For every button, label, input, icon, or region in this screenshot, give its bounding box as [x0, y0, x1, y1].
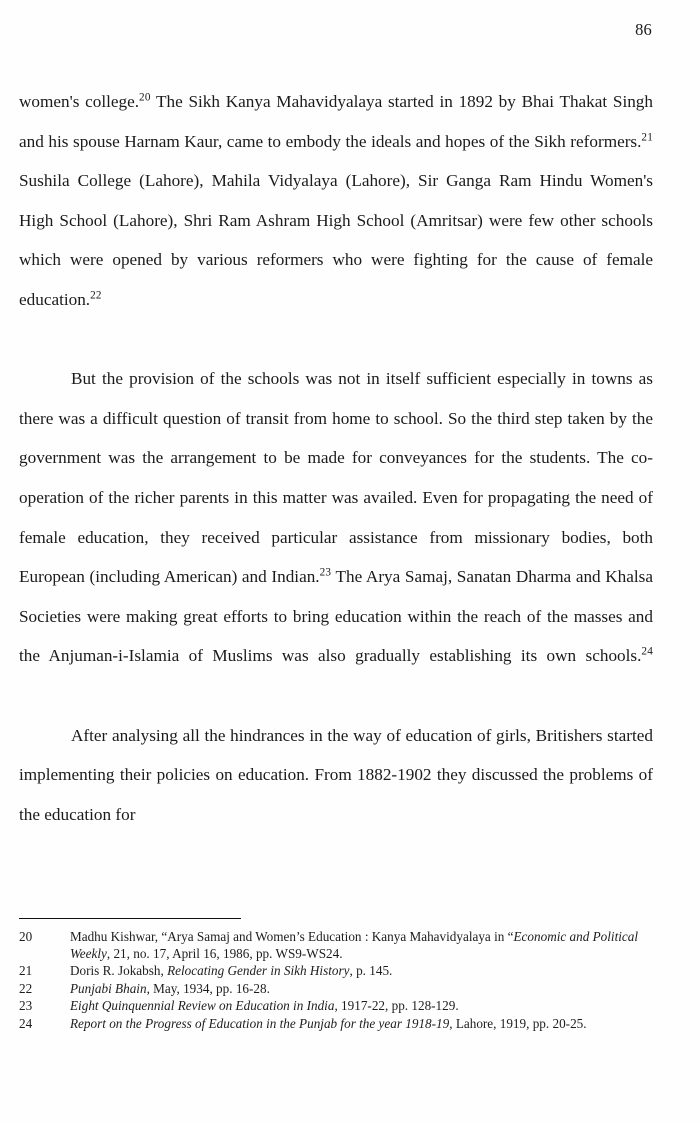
- footnote-item: [19, 981, 653, 998]
- page-header: [19, 22, 652, 40]
- footnote-reference: 20: [139, 91, 151, 104]
- footnote-separator-rule: [19, 918, 241, 919]
- footnote-item: [19, 963, 653, 980]
- footnote-title-italic: Report on the Progress of Education in the Punjab for the year 1918-19: [70, 1015, 450, 1031]
- footnote-title-italic: Relocating Gender in Sikh History: [167, 963, 350, 979]
- footnote-reference: 24: [641, 645, 653, 658]
- footnote-text: Eight Quinquennial Review on Education in India, 1917-22, pp. 128-129.: [70, 998, 459, 1014]
- footnote-number: 20: [19, 929, 33, 944]
- body-text-block: [19, 82, 653, 834]
- paragraph: women's college.$^{20}$ The Sikh Kanya Mahavidyalaya started in 1892 by Bhai Thakat Singh and his spouse Harnam Kaur, came to embody the ideals and hopes of the Sikh reformers.$^{21}$ Sushila College (Lahore), Mahila Vidyalaya (Lahore), Sir Ganga Ram Hindu Women's High School (Lahore), Shri Ram Ashram High School (Amritsar) were few other schools which were opened by various reformers who were fighting for the cause of female education.$^{22}$: [19, 91, 653, 309]
- footnote-item: [19, 929, 653, 962]
- paragraph: But the provision of the schools was not in itself sufficient especially in towns as there was a difficult question of transit from home to school. So the third step taken by the government was the arrangement to be made for conveyances for the students. The co-operation of the richer parents in this matter was availed. Even for propagating the need of female education, they received particular assistance from missionary bodies, both European (including American) and Indian.$^{23}$ The Arya Samaj, Sanatan Dharma and Khalsa Societies were making great efforts to bring education within the reach of the masses and the Anjuman-i-Islamia of Muslims was also gradually establishing its own schools.$^{24}$: [19, 369, 653, 666]
- footnote-reference: 21: [641, 130, 653, 143]
- footnote-reference: 23: [319, 566, 332, 579]
- footnote-number: 21: [19, 963, 33, 979]
- footnote-text: Report on the Progress of Education in the Punjab for the year 1918-19, Lahore, 1919, pp. 20-25.: [70, 1015, 587, 1031]
- footnote-title-italic: Economic and Political Weekly: [70, 929, 639, 961]
- footnote-number: 22: [19, 980, 33, 996]
- footnote-title-italic: Punjabi Bhain: [70, 980, 147, 996]
- footnote-number: 23: [19, 998, 33, 1014]
- footnote-text: Punjabi Bhain, May, 1934, pp. 16-28.: [70, 980, 270, 996]
- paragraph: After analysing all the hindrances in the way of education of girls, Britishers started implementing their policies on education. From 1882-1902 they discussed the problems of the education for: [19, 725, 653, 824]
- footnote-text: Doris R. Jokabsh, Relocating Gender in Sikh History, p. 145.: [70, 963, 393, 979]
- page-number: 86: [635, 20, 652, 39]
- footnote-number: 24: [19, 1015, 33, 1031]
- footnote-reference: 22: [90, 289, 102, 302]
- footnote-list: [19, 929, 653, 1033]
- footnote-text: Madhu Kishwar, “Arya Samaj and Women’s Education : Kanya Mahavidyalaya in “Economic and Political Weekly, 21, no. 17, April 16, 1986, pp. WS9-WS24.: [70, 929, 639, 961]
- footnote-item: [19, 998, 653, 1015]
- footnote-title-italic: Eight Quinquennial Review on Education in India: [70, 998, 335, 1014]
- footnote-section: [19, 918, 653, 1034]
- footnote-item: [19, 1016, 653, 1033]
